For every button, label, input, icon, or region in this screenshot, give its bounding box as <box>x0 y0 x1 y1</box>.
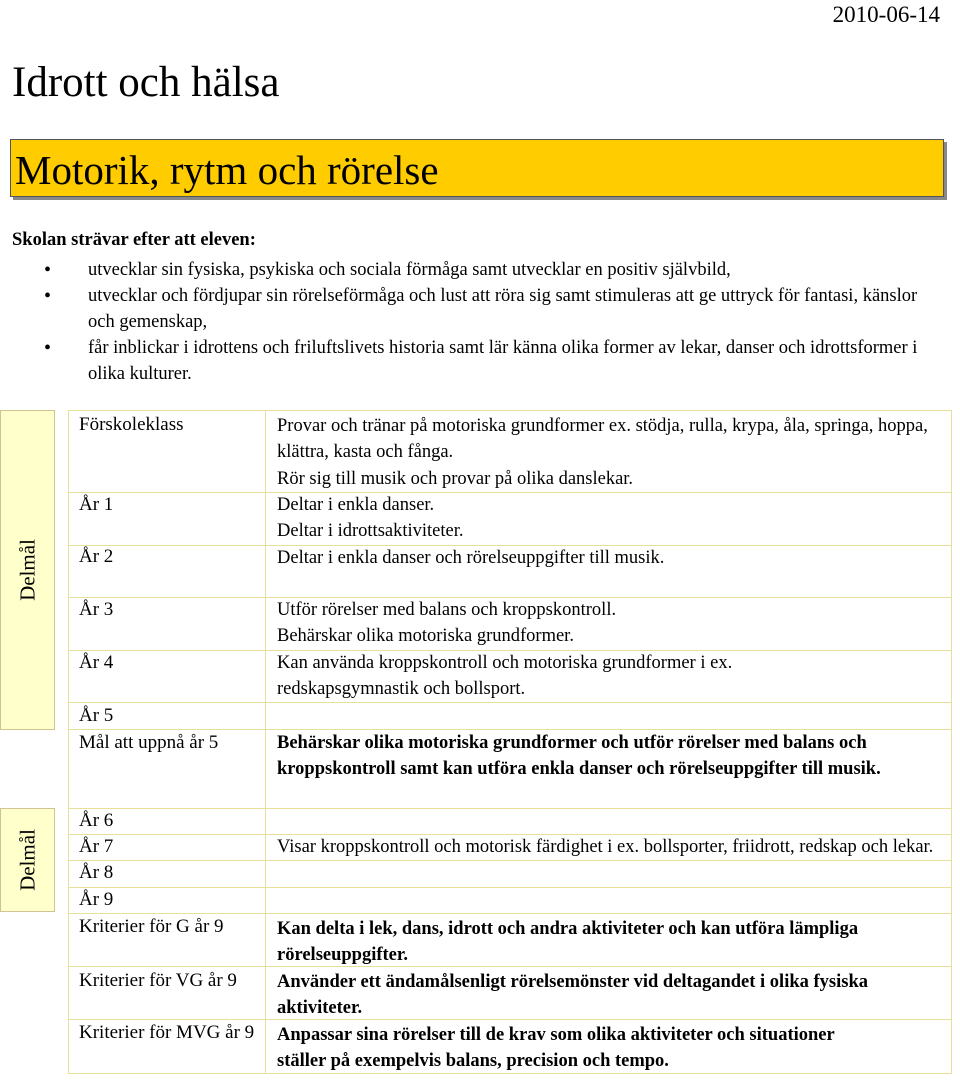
table-row-line <box>68 808 952 809</box>
desc-ar4: Kan använda kroppskontroll och motoriska grundformer i ex. redskapsgymnastik och bollsport. <box>277 653 733 699</box>
side-label-text: Delmål <box>15 539 39 601</box>
table-row-line <box>68 860 952 861</box>
side-label-delmal-upper <box>0 410 55 730</box>
row-label-mal5: Mål att uppnå år 5 <box>79 732 219 753</box>
desc-forskoleklass-music: Rör sig till musik och provar på olika danslekar. <box>277 469 634 489</box>
goal-list <box>44 257 944 387</box>
row-label-ar4: År 4 <box>79 652 114 673</box>
desc-forskoleklass: Provar och tränar på motoriska grundformer ex. stödja, rulla, krypa, åla, springa, hoppa, klättra, kasta och fånga. <box>277 416 928 462</box>
table-row-line <box>68 887 952 888</box>
row-label-krit-vg: Kriterier för VG år 9 <box>79 970 237 991</box>
table-border <box>68 410 69 1074</box>
side-label-delmal-lower <box>0 808 55 912</box>
row-label-ar3: År 3 <box>79 599 114 620</box>
desc-ar1-b: Deltar i idrottsaktiviteter. <box>277 521 464 541</box>
table-row-line <box>68 410 952 411</box>
row-label-ar5: År 5 <box>79 705 114 726</box>
desc-ar2: Deltar i enkla danser och rörelseuppgifter till musik. <box>277 548 665 568</box>
document-date: 2010-06-14 <box>832 2 940 27</box>
row-label-krit-g: Kriterier för G år 9 <box>79 916 224 937</box>
desc-krit-mvg: Anpassar sina rörelser till de krav som olika aktiviteter och situationer ställer på exempelvis balans, precision och tempo. <box>277 1025 835 1071</box>
goal-item: • utvecklar sin fysiska, psykiska och sociala förmåga samt utvecklar en positiv självbild, <box>44 257 944 283</box>
page-title: Idrott och hälsa <box>12 59 280 106</box>
desc-mal5: Behärskar olika motoriska grundformer och utför rörelser med balans och kroppskontroll samt kan utföra enkla danser och rörelseuppgifter till musik. <box>277 733 881 779</box>
desc-ar7: Visar kroppskontroll och motorisk färdighet i ex. bollsporter, friidrott, redskap och lekar. <box>277 837 934 857</box>
desc-krit-vg: Använder ett ändamålsenligt rörelsemönster vid deltagandet i olika fysiska aktiviteter. <box>277 972 868 1018</box>
desc-krit-g: Kan delta i lek, dans, idrott och andra aktiviteter och kan utföra lämpliga rörelseuppgifter. <box>277 919 859 965</box>
section-title: Motorik, rytm och rörelse <box>15 147 439 193</box>
desc-ar3-a: Utför rörelser med balans och kroppskontroll. <box>277 600 617 620</box>
row-label-ar9: År 9 <box>79 889 114 910</box>
desc-ar3-b: Behärskar olika motoriska grundformer. <box>277 626 574 646</box>
intro-heading: Skolan strävar efter att eleven: <box>12 230 256 250</box>
table-border <box>265 410 266 1074</box>
row-label-krit-mvg: Kriterier för MVG år 9 <box>79 1022 255 1043</box>
desc-ar1-a: Deltar i enkla danser. <box>277 495 435 515</box>
row-label-ar8: År 8 <box>79 862 114 883</box>
goal-item: • får inblickar i idrottens och friluftslivets historia samt lär känna olika former av lekar, danser och idrottsformer i olika kulturer. <box>44 335 944 387</box>
goal-item: • utvecklar och fördjupar sin rörelseförmåga och lust att röra sig samt stimuleras att ge uttryck för fantasi, känslor och gemenskap, <box>44 283 944 335</box>
section-banner <box>10 139 944 197</box>
row-label-forskoleklass: Förskoleklass <box>79 414 184 435</box>
side-label-text: Delmål <box>15 829 39 891</box>
table-row-line <box>68 702 952 703</box>
row-label-ar6: År 6 <box>79 810 114 831</box>
row-label-ar1: År 1 <box>79 494 114 515</box>
row-label-ar7: År 7 <box>79 836 114 857</box>
row-label-ar2: År 2 <box>79 546 114 567</box>
